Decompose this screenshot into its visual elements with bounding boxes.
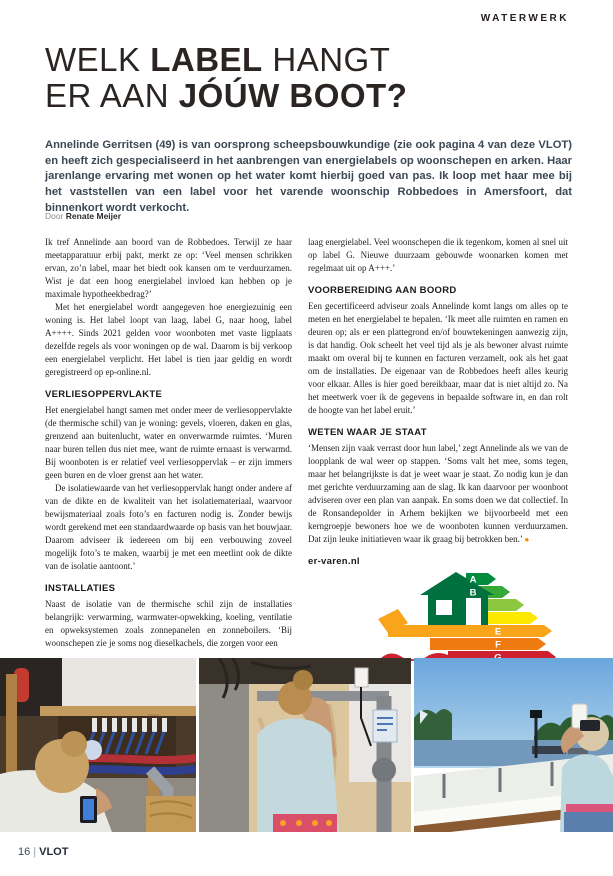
wood-beam <box>40 706 196 716</box>
wall-socket <box>355 668 368 687</box>
section-heading-weten-waar-je-staat: WETEN WAAR JE STAAT <box>308 427 427 438</box>
section-heading-verliesoppervlakte: VERLIESOPPERVLAKTE <box>45 389 163 400</box>
footer-separator: | <box>33 846 37 858</box>
label-letter-f: F <box>495 639 501 651</box>
paragraph: De isolatiewaarde van het verliesoppervlak hangt onder andere af van de dikte en de kwaliteit van het isolatiemateriaal, waarvoor bewijsmateriaal zoals foto’s en facturen nodig is. Zonder bewijs wordt gerekend met een standaardwaarde op basis van het bouwjaar. Daarom adviseer ik iedereen om bij een verbouwing zoveel mogelijk foto’s te maken, waarbij je met een meetlint ook de dikte van de isolatie aantoont.’ <box>45 483 292 571</box>
title-line-2: ER AAN JÓÚW BOOT? <box>45 77 408 114</box>
label-letter-e: E <box>494 626 502 638</box>
page-number: 16 <box>18 846 31 858</box>
hair-bun <box>293 670 313 690</box>
photo-roof-deck-river <box>414 658 613 832</box>
byline: Door Renate Meijer <box>45 211 122 221</box>
end-of-article-dot: ● <box>524 535 530 544</box>
label-letter-d: D <box>469 613 477 625</box>
label-bar-f <box>430 638 546 650</box>
control-panel <box>373 710 397 742</box>
website-link[interactable]: er-varen.nl <box>308 556 360 567</box>
energy-label-houseboat-logo <box>378 571 568 671</box>
section-heading-voorbereiding: VOORBEREIDING AAN BOORD <box>308 285 457 296</box>
trees-left <box>414 709 452 744</box>
paragraph: ‘Mensen zijn vaak verrast door hun label,’ zegt Annelinde als we van de loopplank de wal weer op stappen. ‘Soms valt het mee, soms tegen, maar het belangrijkste is dat je weet waar je staat. Zo nodig kun je dan met gerichte verduurzaming aan de slag. Ik kan daarvoor per woonboot adviseren over een plan van aanpak. En soms doen we dat collectief. In de Ronsandepolder in Arhem bekijken we bijvoorbeeld met een kerngroepje bewoners hoe we de woonboten kunnen verduurzamen. Dat zijn leuke initiatieven waar ik graag bij betrokken ben.’ ● <box>308 443 568 544</box>
smartphone <box>580 720 600 731</box>
label-letter-c: C <box>469 600 477 612</box>
hair-bun <box>61 731 87 757</box>
paragraph: laag energielabel. Veel woonschepen die ik tegenkom, komen al snel uit op label G. Nieuwe duurzaam gebouwde woonarken komen met regelmaat uit op A+++.’ <box>308 237 568 273</box>
phone-screen <box>83 799 94 820</box>
article-column-right <box>308 236 568 656</box>
photo-strip <box>0 658 613 832</box>
page-title <box>45 42 407 114</box>
paragraph: Een gecertificeerd adviseur zoals Annelinde komt langs om alles op te meten en het energielabel te bepalen. ‘Ik meet alle ruimten en ramen en deuren op; als er een plattegrond en/of bouwtekeningen aanwezig zijn, is dat handig. Ook scheelt het veel tijd als je als bewoner alvast ruimte maakt om overal bij te kunnen en facturen verzamelt, ook als het gaat om de installaties. De eigenaar van de Robbedoes heeft alles keurig voor elkaar. Alles is hier goed bereikbaar, maar dat is niet altijd zo. Na het meetwerk voer ik de gegevens in bepaalde software in, en dan rolt de hoogte van het label eruit.’ <box>308 301 568 415</box>
section-heading-installaties: INSTALLATIES <box>45 583 116 594</box>
paragraph: Het energielabel hangt samen met onder meer de verliesoppervlakte (de thermische schil) van je woning: gevels, vloeren, daken en glas, grenzend aan buitenlucht, water en onverwarmde ruimtes. ‘Muren naar buren tellen dus niet mee, want de ruimte ernaast is verwarmd. Bij woonboten is er relatief veel verliesoppervlak – er zijn immers geen buren en de vloer grenst aan het water. <box>45 405 292 480</box>
paragraph: Naast de isolatie van de thermische schil zijn de installaties belangrijk: verwarming, warmwater-opwekking, koeling, ventilatie en opweksystemen zoals zonnepanelen en zonneboilers. ‘Bij woonschepen zie je soms nog dieselkachels, die zorgen voor een <box>45 599 292 648</box>
title-line-1: WELK LABEL HANGT <box>45 41 391 78</box>
paragraph: Met het energielabel wordt aangegeven hoe energiezuinig een woning is. Het label loopt van laag, label G, naar hoog, label A++++. Sinds 2021 gelden voor woonboten met vaste ligplaats dezelfde regels als voor woningen op de wal. Daarom is bij verkoop een energielabel verplicht. Het label is tien jaar geldig en wordt geregistreerd op ep-online.nl. <box>45 302 292 377</box>
paragraph: Ik tref Annelinde aan boord van de Robbedoes. Terwijl ze haar meetapparatuur erbij pakt, merkt ze op: ‘Veel mensen schrikken ervan, zo’n label, maar het biedt ook kansen om te verduurzamen. Wist je dat een hoog energielabel invloed kan hebben op je maximale hypotheekbedrag?’ <box>45 237 292 299</box>
article-columns <box>45 236 568 656</box>
house-window <box>436 600 452 615</box>
jeans <box>564 812 613 832</box>
photo-manifold-inspection <box>0 658 196 832</box>
label-letter-a: A <box>469 574 477 586</box>
magazine-name: VLOT <box>39 846 69 858</box>
pipe-elbow <box>372 758 396 782</box>
label-bar-e-deck <box>388 625 552 637</box>
article-column-left <box>45 236 292 656</box>
photo-insulation-measuring <box>199 658 411 832</box>
section-kicker: WATERWERK <box>480 13 569 24</box>
label-letter-b: B <box>469 587 477 599</box>
page-footer <box>18 846 68 858</box>
intro-paragraph: Annelinde Gerritsen (49) is van oorsprong scheepsbouwkundige (zie ook pagina 4 van deze VLOT) en heeft zich gespecialiseerd in het aanbrengen van energielabels op woonschepen en arken. Haar jarenlange ervaring met wonen op het water komt hierbij goed van pas. Ik loop met haar mee bij het vaststellen van een label voor het varende woonschip Robbedoes in Amersfoort, dat binnenkort wordt verkocht. <box>45 139 572 214</box>
